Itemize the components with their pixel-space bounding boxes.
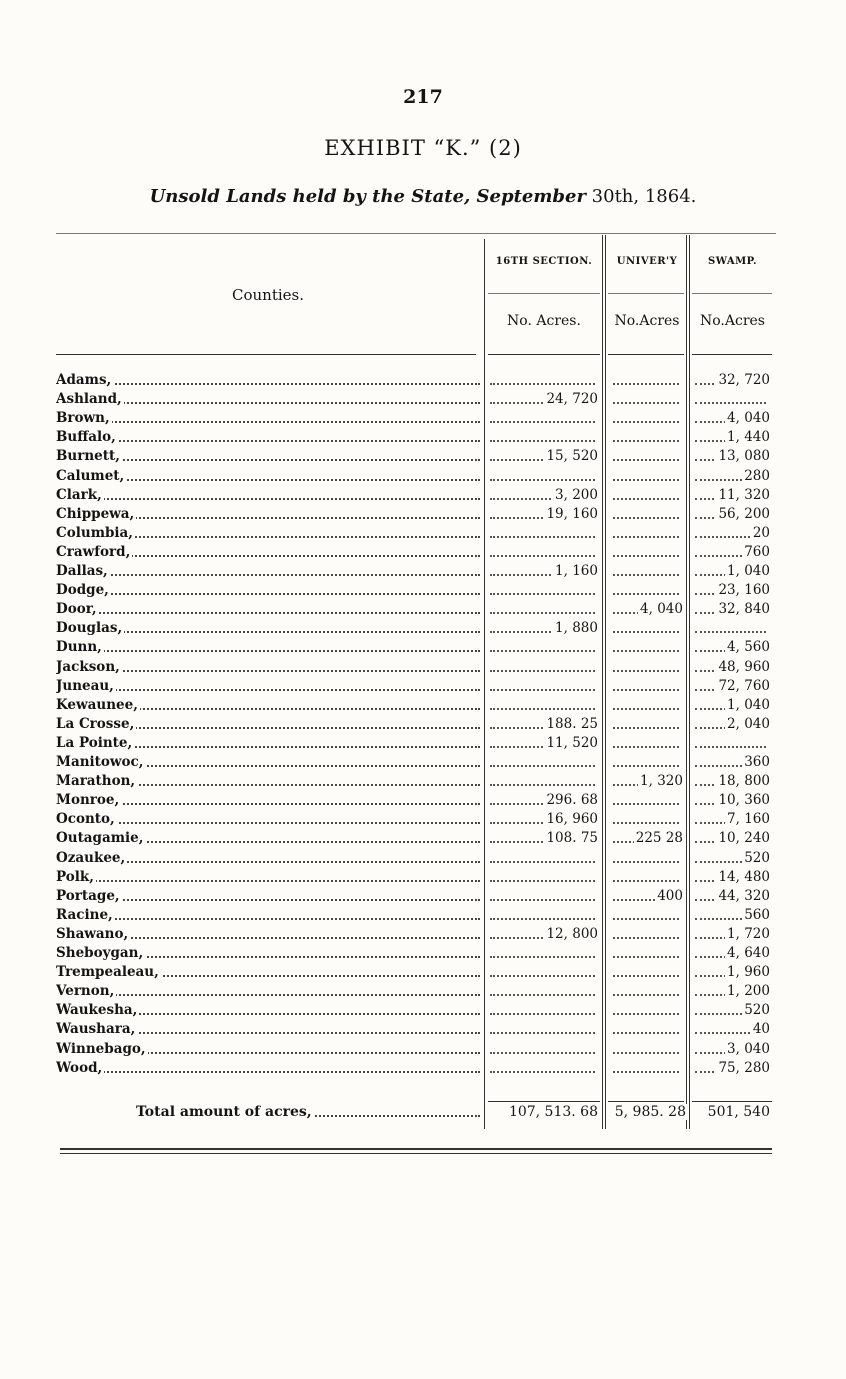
table-row xyxy=(56,428,776,447)
university-acres xyxy=(681,487,685,503)
swamp-acres: 280 xyxy=(744,467,770,484)
total-row xyxy=(56,1103,776,1122)
table-row xyxy=(56,1001,776,1020)
exhibit-title: EXHIBIT “K.” (2) xyxy=(324,136,522,160)
swamp-acres: 32, 720 xyxy=(718,372,770,388)
swamp-acres: 3, 040 xyxy=(727,1040,770,1057)
sixteenth-section-acres: 296. 68 xyxy=(546,792,598,809)
total-label: Total amount of acres, xyxy=(136,1104,312,1120)
table-row xyxy=(56,1020,776,1039)
total-swamp: 501, 540 xyxy=(707,1104,770,1120)
sixteenth-section-acres xyxy=(596,850,600,866)
sixteenth-section-acres xyxy=(596,1060,600,1076)
swamp-acres: 18, 800 xyxy=(718,773,770,790)
sixteenth-section-acres xyxy=(596,678,600,694)
sixteenth-section-acres xyxy=(596,1002,600,1018)
sixteenth-section-acres xyxy=(596,907,600,923)
university-acres xyxy=(681,1041,685,1057)
swamp-acres: 10, 360 xyxy=(718,792,770,809)
header-16th-section: 16TH SECTION. xyxy=(495,256,593,267)
county-name: Adams, xyxy=(56,372,112,388)
swamp-acres xyxy=(768,735,772,751)
sixteenth-section-acres: 15, 520 xyxy=(546,448,598,465)
sixteenth-section-acres xyxy=(596,372,600,388)
sixteenth-section-acres: 1, 880 xyxy=(555,620,598,637)
table-row xyxy=(56,982,776,1001)
table-row xyxy=(56,906,776,925)
total-university: 5, 985. 28 xyxy=(614,1104,686,1120)
swamp-acres: 360 xyxy=(744,754,770,770)
university-acres xyxy=(681,410,685,426)
subheader-16th-acres: No. Acres. xyxy=(507,313,581,329)
table-row xyxy=(56,696,776,715)
sixteenth-section-acres xyxy=(596,754,600,770)
table-row xyxy=(56,505,776,524)
university-acres: 4, 040 xyxy=(640,601,683,618)
subtitle-date: 30th, 1864. xyxy=(585,186,697,207)
swamp-acres: 10, 240 xyxy=(718,830,770,847)
county-name: Crawford, xyxy=(56,543,131,560)
table-row xyxy=(56,734,776,753)
table-row xyxy=(56,925,776,944)
swamp-acres: 32, 840 xyxy=(718,601,770,618)
university-acres xyxy=(681,926,685,942)
sixteenth-section-acres xyxy=(596,945,600,961)
university-acres: 1, 320 xyxy=(640,773,683,790)
county-name: Chippewa, xyxy=(56,505,135,522)
county-name: La Pointe, xyxy=(56,734,133,751)
county-name: Burnett, xyxy=(56,448,120,465)
university-acres xyxy=(681,1060,685,1076)
university-acres xyxy=(681,754,685,770)
university-acres xyxy=(681,582,685,598)
university-acres xyxy=(681,506,685,522)
university-acres xyxy=(681,850,685,866)
county-name: Brown, xyxy=(56,410,110,427)
university-acres: 225 28 xyxy=(635,830,683,847)
sixteenth-section-acres: 19, 160 xyxy=(546,505,598,522)
county-name: Waukesha, xyxy=(56,1002,138,1019)
sixteenth-section-acres xyxy=(596,601,600,617)
table-row xyxy=(56,715,776,734)
table-row xyxy=(56,677,776,696)
county-name: Clark, xyxy=(56,486,102,503)
sixteenth-section-acres: 1, 160 xyxy=(555,563,598,579)
swamp-acres: 4, 560 xyxy=(727,639,770,656)
table-row xyxy=(56,638,776,657)
university-acres: 400 xyxy=(657,887,683,904)
university-acres xyxy=(681,448,685,464)
table-row xyxy=(56,887,776,906)
county-name: Dodge, xyxy=(56,582,109,599)
swamp-acres: 75, 280 xyxy=(718,1059,770,1076)
county-name: Buffalo, xyxy=(56,429,116,446)
county-name: Columbia, xyxy=(56,524,133,541)
swamp-acres: 1, 040 xyxy=(727,563,770,579)
swamp-acres: 1, 040 xyxy=(727,696,770,713)
university-acres xyxy=(681,659,685,675)
county-name: Portage, xyxy=(56,887,120,904)
unsold-lands-table xyxy=(56,233,776,1158)
table-row xyxy=(56,753,776,772)
subheader-swamp-acres: No.Acres xyxy=(700,313,765,329)
county-name: Polk, xyxy=(56,868,94,885)
swamp-acres: 56, 200 xyxy=(718,505,770,522)
sixteenth-section-acres: 11, 520 xyxy=(546,734,598,751)
swamp-acres: 11, 320 xyxy=(718,486,770,503)
sixteenth-section-acres xyxy=(596,468,600,484)
county-name: Waushara, xyxy=(56,1021,136,1038)
county-name: Door, xyxy=(56,601,97,618)
university-acres xyxy=(681,563,685,579)
county-name: Vernon, xyxy=(56,983,115,1000)
table-row xyxy=(56,944,776,963)
sixteenth-section-acres xyxy=(596,429,600,445)
table-row xyxy=(56,390,776,409)
university-acres xyxy=(681,429,685,445)
sixteenth-section-acres xyxy=(596,1041,600,1057)
county-name: Jackson, xyxy=(56,658,120,675)
sixteenth-section-acres xyxy=(596,1021,600,1037)
university-acres xyxy=(681,811,685,827)
swamp-acres: 520 xyxy=(744,849,770,866)
county-name: Ozaukee, xyxy=(56,849,126,866)
header-counties: Counties. xyxy=(232,286,304,304)
county-name: La Crosse, xyxy=(56,715,135,732)
sixteenth-section-acres xyxy=(596,697,600,713)
university-acres xyxy=(681,964,685,980)
table-row xyxy=(56,810,776,829)
county-name: Outagamie, xyxy=(56,830,144,847)
swamp-acres: 1, 440 xyxy=(727,429,770,446)
university-acres xyxy=(681,735,685,751)
university-acres xyxy=(681,945,685,961)
header-swamp: SWAMP. xyxy=(708,256,757,267)
university-acres xyxy=(681,544,685,560)
sixteenth-section-acres xyxy=(596,544,600,560)
table-row xyxy=(56,486,776,505)
table-row xyxy=(56,581,776,600)
swamp-acres: 4, 040 xyxy=(727,410,770,427)
county-name: Dallas, xyxy=(56,563,108,579)
university-acres xyxy=(681,468,685,484)
swamp-acres: 48, 960 xyxy=(718,658,770,675)
table-row xyxy=(56,447,776,466)
table-row xyxy=(56,543,776,562)
swamp-acres: 44, 320 xyxy=(718,887,770,904)
university-acres xyxy=(681,697,685,713)
table-row xyxy=(56,600,776,619)
swamp-acres: 2, 040 xyxy=(727,715,770,732)
county-name: Juneau, xyxy=(56,677,114,694)
table-row xyxy=(56,868,776,887)
county-name: Douglas, xyxy=(56,620,123,637)
university-acres xyxy=(681,1021,685,1037)
county-name: Calumet, xyxy=(56,467,125,484)
table-row xyxy=(56,791,776,810)
swamp-acres: 13, 080 xyxy=(718,448,770,465)
sixteenth-section-acres xyxy=(596,639,600,655)
swamp-acres: 23, 160 xyxy=(718,582,770,599)
sixteenth-section-acres: 12, 800 xyxy=(546,925,598,942)
sixteenth-section-acres: 24, 720 xyxy=(546,391,598,408)
subtitle-italic: Unsold Lands held by the State, September xyxy=(149,186,586,207)
table-row xyxy=(56,409,776,428)
county-name: Winnebago, xyxy=(56,1040,146,1057)
table-row xyxy=(56,963,776,982)
university-acres xyxy=(681,1002,685,1018)
county-name: Monroe, xyxy=(56,792,120,809)
county-name: Racine, xyxy=(56,906,113,923)
county-name: Trempealeau, xyxy=(56,964,159,981)
sixteenth-section-acres xyxy=(596,888,600,904)
swamp-acres: 520 xyxy=(744,1002,770,1019)
county-name: Ashland, xyxy=(56,391,122,408)
sixteenth-section-acres xyxy=(596,964,600,980)
sixteenth-section-acres xyxy=(596,582,600,598)
swamp-acres: 760 xyxy=(744,543,770,560)
table-row xyxy=(56,619,776,638)
table-row xyxy=(56,524,776,543)
table-row xyxy=(56,562,776,581)
swamp-acres: 20 xyxy=(752,524,770,541)
university-acres xyxy=(681,792,685,808)
page-number: 217 xyxy=(403,86,443,108)
swamp-acres xyxy=(768,391,772,407)
university-acres xyxy=(681,391,685,407)
swamp-acres: 72, 760 xyxy=(718,677,770,694)
university-acres xyxy=(681,678,685,694)
swamp-acres xyxy=(768,620,772,636)
county-name: Oconto, xyxy=(56,811,115,828)
sixteenth-section-acres: 16, 960 xyxy=(546,811,598,828)
university-acres xyxy=(681,716,685,732)
county-name: Wood, xyxy=(56,1059,103,1076)
swamp-acres: 7, 160 xyxy=(727,811,770,828)
subheader-university-acres: No.Acres xyxy=(614,313,680,329)
university-acres xyxy=(681,620,685,636)
table-row xyxy=(56,849,776,868)
sixteenth-section-acres xyxy=(596,983,600,999)
table-row xyxy=(56,371,776,390)
swamp-acres: 1, 960 xyxy=(727,964,770,981)
university-acres xyxy=(681,907,685,923)
university-acres xyxy=(681,525,685,541)
sixteenth-section-acres xyxy=(596,410,600,426)
county-name: Sheboygan, xyxy=(56,945,144,961)
swamp-acres: 1, 720 xyxy=(727,925,770,942)
swamp-acres: 14, 480 xyxy=(718,868,770,885)
header-university: UNIVER'Y xyxy=(616,256,678,267)
university-acres xyxy=(681,983,685,999)
table-row xyxy=(56,829,776,848)
county-name: Dunn, xyxy=(56,639,102,656)
swamp-acres: 4, 640 xyxy=(727,945,770,961)
swamp-acres: 560 xyxy=(744,906,770,923)
county-name: Shawano, xyxy=(56,925,129,942)
sixteenth-section-acres xyxy=(596,773,600,789)
table-row xyxy=(56,772,776,791)
county-name: Marathon, xyxy=(56,773,136,790)
table-row xyxy=(56,1040,776,1059)
university-acres xyxy=(681,869,685,885)
table-row xyxy=(56,658,776,677)
county-name: Kewaunee, xyxy=(56,696,138,713)
sixteenth-section-acres: 188. 25 xyxy=(546,715,598,732)
swamp-acres: 1, 200 xyxy=(727,983,770,1000)
table-row xyxy=(56,1059,776,1078)
table-row xyxy=(56,467,776,486)
total-16th: 107, 513. 68 xyxy=(508,1104,598,1120)
sixteenth-section-acres xyxy=(596,525,600,541)
sixteenth-section-acres xyxy=(596,869,600,885)
subtitle xyxy=(0,186,846,207)
county-name: Manitowoc, xyxy=(56,754,144,770)
university-acres xyxy=(681,372,685,388)
swamp-acres: 40 xyxy=(752,1021,770,1038)
sixteenth-section-acres: 108. 75 xyxy=(546,830,598,847)
university-acres xyxy=(681,639,685,655)
sixteenth-section-acres: 3, 200 xyxy=(555,486,598,503)
sixteenth-section-acres xyxy=(596,659,600,675)
